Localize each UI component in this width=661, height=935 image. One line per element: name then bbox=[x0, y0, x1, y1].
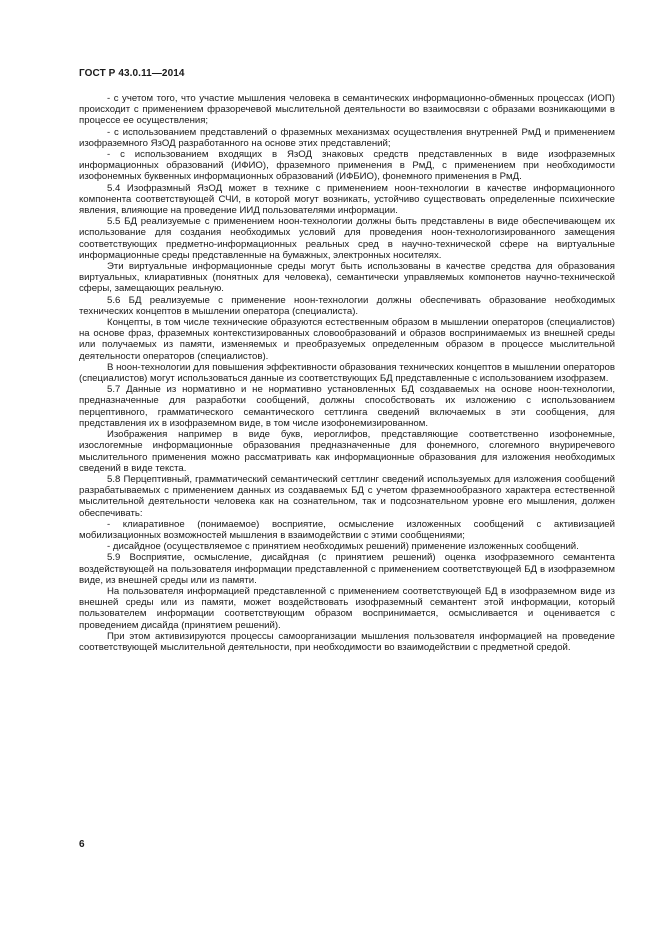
paragraph: Концепты, в том числе технические образуются естественным образом в мышлении операторов (специалистов) на основе фраз, фраземных контекстизированных словообразований и образов воспринимаемых из внешней среды или получаемых из памяти, изменяемых и преобразуемых определенным образом в процессе мыслительной деятельности операторов (специалистов). bbox=[79, 317, 615, 362]
paragraph: - дисайдное (осуществляемое с принятием необходимых решений) применение изложенных сообщений. bbox=[107, 541, 579, 553]
page-number: 6 bbox=[79, 839, 85, 850]
paragraph: 5.7 Данные из нормативно и не нормативно установленных БД создаваемых на основе ноон-технологии, предназначенные для разработки сообщений, должны способствовать их изложению с использованием перцептивного, грамматического семантического сеттлинга сведений включаемых в эти сообщения, для представления их в изофраземном виде, в том числе изофонемизированном. bbox=[79, 384, 615, 429]
paragraph: Изображения например в виде букв, иероглифов, представляющие соответственно изофонемные, изослогемные информационные образования предназначенные для фонемного, слогемного внуриречевого мыслительного применения можно рассматривать как информационные образования для изложения необходимых сведений в виде текста. bbox=[79, 429, 615, 474]
paragraph: При этом активизируются процессы самоорганизации мышления пользователя информацией на проведение соответствующей мыслительной деятельности, при необходимости во взаимодействии с предметной средой. bbox=[79, 630, 615, 653]
document-body bbox=[79, 93, 615, 653]
paragraph: - с использованием представлений о фраземных механизмах осуществления внутренней РмД и применением изофраземного ЯзОД разработанного на основе этих представлений; bbox=[79, 126, 615, 149]
paragraph: 5.8 Перцептивный, грамматический семантический сеттлинг сведений используемых для изложения сообщений разрабатываемых с применением данных из создаваемых БД с учетом фраземнообразного характера естественной мыслительной деятельности человека как на сознательном, так и подсознательном уровне его мышления, должен обеспечивать: bbox=[79, 473, 615, 519]
paragraph: 5.4 Изофразмный ЯзОД может в технике с применением ноон-технологии в качестве информационного компонента соответствующей СЧИ, в которой могут возникать, устойчиво существовать определенные психические явления, влияющие на проведение ИИД пользователями информации. bbox=[79, 182, 615, 217]
document-header: ГОСТ Р 43.0.11—2014 bbox=[79, 68, 185, 79]
paragraph: - клиаративное (понимаемое) восприятие, осмысление изложенных сообщений с активизацией мобилизационных возможностей мышления в взаимодействии с этими сообщениями; bbox=[79, 518, 615, 541]
paragraph: - с использованием входящих в ЯзОД знаковых средств представленных в виде изофраземных информационных образований (ИФИО), фраземного применения в РмД, с применением при необходимости изофонемных буквенных информационных образований (ИФБИО), фонемного применения в РмД. bbox=[79, 149, 615, 183]
paragraph: На пользователя информацией представленной с применением соответствующей БД в изофраземном виде из внешней среды или из памяти, может воздействовать изофраземный семантент этой информации, который пользователем информации соответствующим образом воспринимается, осмысливается и оценивается с проведением дисайда (принятием решений). bbox=[79, 585, 615, 631]
paragraph: 5.6 БД реализуемые с применение ноон-технологии должны обеспечивать образование необходимых технических концептов в мышлении оператора (специалиста). bbox=[79, 294, 615, 317]
paragraph: Эти виртуальные информационные среды могут быть использованы в качестве средства для образования виртуальных, клиаративных (понятных для человека), семантически управляемых компонетов научно-технической сферы, замещающих реальную. bbox=[79, 261, 615, 295]
paragraph: В ноон-технологии для повышения эффективности образования технических концептов в мышлении операторов (специалистов) могут использоваться данные из соответствующих БД представленные с использованием изофразем. bbox=[79, 361, 615, 385]
paragraph: 5.5 БД реализуемые с применением ноон-технологии должны быть представлены в виде обеспечивающем их использование для создания необходимых условий для проведения ноон-технологизированного замещения соответствующих предметно-информационных реальных сред в научно-технической сфере на виртуальные информационные среды представленные на бумажных, электронных носителях. bbox=[79, 216, 615, 261]
paragraph: - с учетом того, что участие мышления человека в семантических информационно-обменных процессах (ИОП) происходит с применением фразоречевой мыслительной деятельности во взаимосвязи с образами возникающими в процессе ее осуществления; bbox=[79, 93, 615, 127]
paragraph: 5.9 Восприятие, осмысление, дисайдная (с принятием решений) оценка изофраземного семантента воздействующей на пользователя информации представленной с применением соответствующей БД в изофраземном виде, из внешней среды или из памяти. bbox=[79, 552, 615, 586]
